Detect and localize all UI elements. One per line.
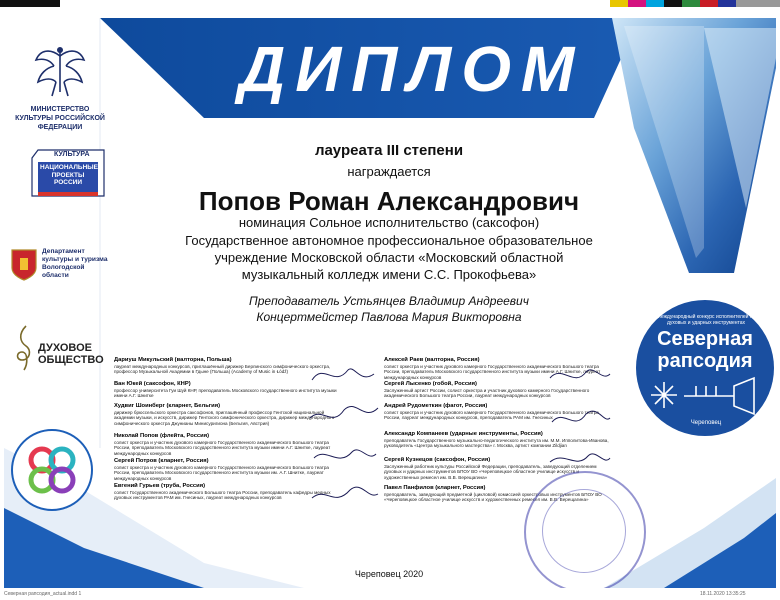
signatures-left-icon bbox=[304, 358, 384, 518]
brass-society-title: ДУХОВОЕ ОБЩЕСТВО bbox=[38, 342, 104, 366]
brass-society-logo bbox=[10, 318, 110, 382]
city-year: Череповец 2020 bbox=[354, 569, 424, 579]
festival-round-emblem-icon bbox=[8, 426, 96, 514]
print-timestamp: 18.11.2020 13:35:25 bbox=[700, 591, 746, 597]
recipient-name: Попов Роман Александрович bbox=[198, 186, 580, 216]
teacher-text: Преподаватель Устьянцев Владимир Андреевич bbox=[249, 294, 529, 308]
accompanist-text: Концертмейстер Павлова Мария Викторовна bbox=[256, 310, 522, 324]
diploma-page bbox=[4, 8, 776, 588]
national-projects-logo bbox=[30, 148, 106, 206]
treble-clef-icon bbox=[10, 324, 38, 374]
print-file-name: Северная рапсодия_actual.indd 1 bbox=[4, 591, 82, 597]
national-projects-label: НАЦИОНАЛЬНЫЕ ПРОЕКТЫ РОССИИ bbox=[40, 164, 98, 186]
official-stamp-inner bbox=[542, 489, 626, 573]
list-item: Худвиг Шоинберг (кларнет, Бельгия) дирижер брюссельского оркестра саксофонов, приглашённый профессор Гентской национальной академии музыки, и искусств, дирижер Гентского симфонического оркестра, дирижер международного симфонического оркестра Джунианы Минисуригиона (Бельгия, Австрия) bbox=[114, 403, 335, 426]
diploma-title: ДИПЛОМ bbox=[239, 33, 585, 105]
department-caption: Департамент культуры и туризма Вологодской области bbox=[42, 248, 108, 279]
vologda-coat-of-arms-icon bbox=[10, 248, 38, 282]
list-item: Сергей Кузнецов (саксофон, Россия) Заслуженный работник культуры Российской Федерации, преподаватель, заведующий отделением духовых и ударных инструментов БПОУ ВО «Череповецкое областное училище искусств и художественных ремесел им. В.В. Верещагина» bbox=[384, 457, 597, 480]
signatures-right-icon bbox=[544, 358, 614, 478]
festival-city: Череповец bbox=[690, 420, 722, 426]
festival-logo bbox=[636, 300, 774, 436]
list-item: Андрей Рудометкин (фагот, Россия) солист оркестра и участник духового камерного Государственного академического Большого театра России, лауреат международных конкурсов, преподаватель РАМ им. Гнесиных bbox=[384, 403, 599, 421]
list-item: Ван Юкей (саксофон, КНР) профессор университета Гуи Шуй КНР, преподаватель Московского государственного института музыки имени А.Г. Шнитке bbox=[114, 381, 337, 399]
ministry-caption: МИНИСТЕРСТВО КУЛЬТУРЫ РОССИЙСКОЙ ФЕДЕРАЦИИ bbox=[15, 106, 105, 131]
trumpet-snowflake-icon bbox=[646, 372, 764, 418]
eagle-emblem-icon bbox=[14, 42, 106, 100]
list-item: Сергей Потров (кларнет, Россия) солист оркестра и участник духового камерного Государственного академического Большого театра России, преподаватель Московского государственного института музыки им. А.Г. Шнитке, лауреат международных конкурсов bbox=[114, 458, 329, 481]
festival-name-line1: Северная bbox=[657, 328, 753, 350]
list-item: Николай Попов (флейта, Россия) солист оркестра и участник духового камерного Государственного академического Большого театра России, преподаватель Московского государственного института музыки имени А.Г. Шнитке, лауреат международных конкурсов bbox=[114, 433, 331, 456]
official-stamp bbox=[524, 471, 646, 588]
list-item: Александр Компанеев (ударные инструменты, Россия) преподаватель Государственного музыкально-педагогического института им. М.М. Ипполитова-Иванова, руководитель «Центра музыкального мастерства» г. Москва, артист компании Zildjian bbox=[384, 431, 609, 449]
festival-subtitle: Международный конкурс исполнителей на духовых и ударных инструментах bbox=[656, 314, 756, 326]
national-projects-top: КУЛЬТУРА bbox=[54, 151, 90, 158]
diploma-degree: лауреата III степени bbox=[314, 142, 464, 159]
department-logo bbox=[10, 248, 110, 292]
festival-name-line2: рапсодия bbox=[657, 350, 753, 372]
list-item: Павел Панфилов (кларнет, Россия) преподаватель, заведующий предметной (цикловой) комиссией оркестровых инструментов БПОУ ВО «Череповецкое областное училище искусств и художественных ремесел им. В.В. Верещагина» bbox=[384, 485, 602, 503]
list-item: Дариуш Микульский (валторна, Польша) лауреат международных конкурсов, приглашённый дирижер Берлинского симфонического оркестра, профессор Музыкальной Академии в Гдыне (Польша) (Academy of Music in Łódź) bbox=[114, 357, 331, 375]
list-item: Алексей Раев (валторна, Россия) солист оркестра и участник духового камерного Государственного академического Большого театра России, преподаватель Московского государственного института музыки имени А.Г. Шнитке, лауреат международных конкурсов bbox=[384, 357, 601, 380]
awarded-label: награждается bbox=[347, 164, 431, 179]
list-item: Сергей Лысенко (гобой, Россия) Заслуженный артист России, солист оркестра и участник духового камерного Государственного академического Большого театра России, лауреат международных конкурсов bbox=[384, 381, 590, 399]
list-item: Евгений Гурьев (труба, Россия) солист Государственного академического Большого театра России, преподаватель кафедры медных духовых инструментов РАМ им. Гнесиных, лауреат международных конкурсов bbox=[114, 483, 331, 501]
institution-text: Государственное автономное профессиональное образовательное учреждение Московской области «Московский областной музыкальный колледж имени С.С. Прокофьева» bbox=[185, 233, 593, 282]
ministry-logo bbox=[14, 42, 106, 132]
nomination-text: номинация Сольное исполнительство (саксофон) bbox=[238, 215, 540, 230]
